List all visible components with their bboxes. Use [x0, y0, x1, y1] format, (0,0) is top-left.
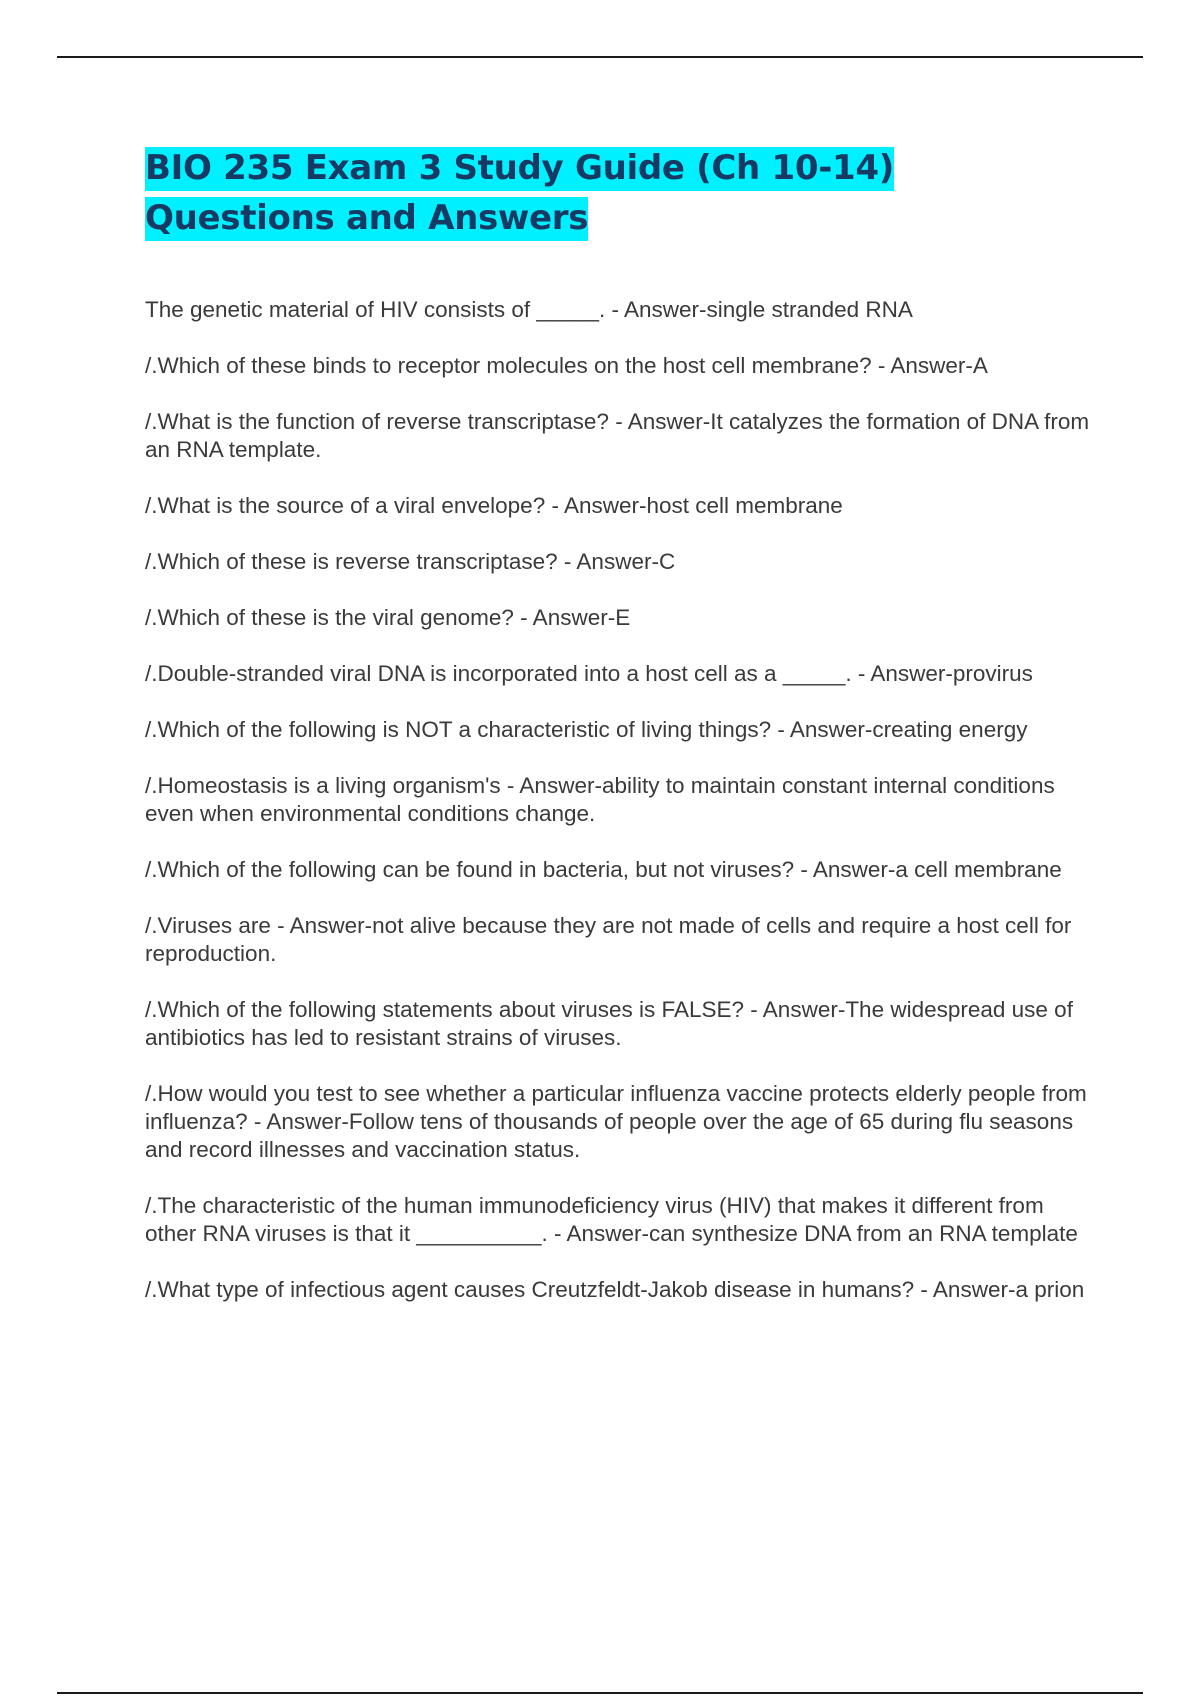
qa-list [145, 296, 1090, 1332]
title-block [145, 143, 1045, 243]
qa-item: /.Which of these is the viral genome? - Answer-E [145, 605, 631, 630]
qa-item: /.What is the source of a viral envelope? - Answer-host cell membrane [145, 493, 843, 518]
qa-item: /.What is the function of reverse transcriptase? - Answer-It catalyzes the formation of DNA from an RNA template. [145, 409, 1090, 462]
qa-item: /.Which of the following can be found in bacteria, but not viruses? - Answer-a cell membrane [145, 857, 1062, 882]
qa-item: /.Which of these binds to receptor molecules on the host cell membrane? - Answer-A [145, 353, 988, 378]
qa-item: /.Which of the following is NOT a characteristic of living things? - Answer-creating energy [145, 717, 1028, 742]
qa-item: /.Which of these is reverse transcriptase? - Answer-C [145, 549, 676, 574]
qa-item: /.Viruses are - Answer-not alive because they are not made of cells and require a host cell for reproduction. [145, 913, 1072, 966]
top-rule [57, 56, 1143, 58]
qa-item: /.Homeostasis is a living organism's - Answer-ability to maintain constant internal conditions even when environmental conditions change. [145, 773, 1055, 826]
title-highlight: BIO 235 Exam 3 Study Guide (Ch 10-14) Questions and Answers [145, 147, 894, 241]
document-title [145, 143, 1045, 243]
bottom-rule [57, 1692, 1143, 1694]
qa-item: /.Which of the following statements about viruses is FALSE? - Answer-The widespread use of antibiotics has led to resistant strains of viruses. [145, 997, 1073, 1050]
qa-item: The genetic material of HIV consists of _____. - Answer-single stranded RNA [145, 297, 913, 322]
qa-item: /.How would you test to see whether a particular influenza vaccine protects elderly people from influenza? - Answer-Follow tens of thousands of people over the age of 65 during flu seasons and record illnesses and vaccination status. [145, 1081, 1087, 1162]
qa-item: /.What type of infectious agent causes Creutzfeldt-Jakob disease in humans? - Answer-a prion [145, 1277, 1085, 1302]
qa-item: /.Double-stranded viral DNA is incorporated into a host cell as a _____. - Answer-provirus [145, 661, 1033, 686]
qa-item: /.The characteristic of the human immunodeficiency virus (HIV) that makes it different from other RNA viruses is that it __________. - Answer-can synthesize DNA from an RNA template [145, 1193, 1078, 1246]
